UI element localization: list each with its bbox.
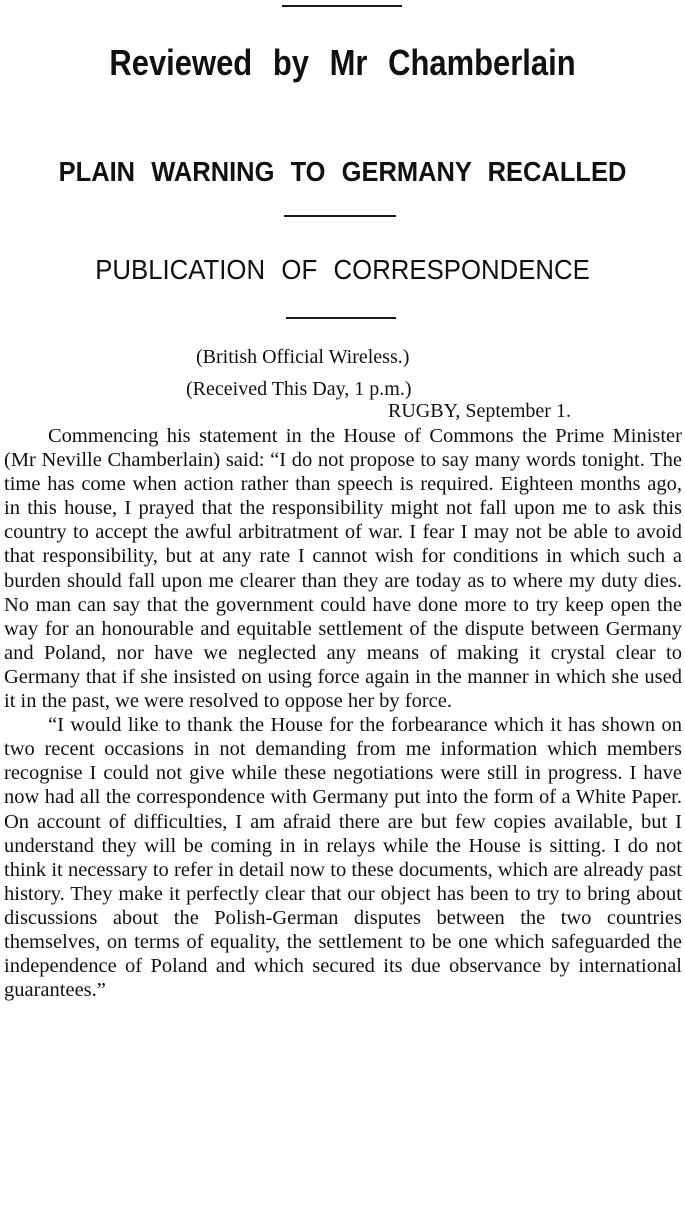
headline: Reviewed by Mr Chamberlain — [109, 42, 576, 83]
article-body — [4, 424, 682, 1002]
top-rule — [282, 5, 402, 7]
paragraph: “I would like to thank the House for the forbearance which it has shown on two recent occasions in not demanding from me information which members recognise I could not give while these negotiations were still in progress. I have now had all the correspondence with Germany put into the form of a White Paper. On account of difficulties, I am afraid there are but few copies available, but I understand they will be coming in in relays while the House is sitting. I do not think it necessary to refer in detail now to these documents, which are already past history. They make it perfectly clear that our object has been to try to bring about discussions about the Polish-German disputes between the two countries themselves, on terms of equality, the settlement to be one which safeguarded the independence of Poland and which secured its due observance by international guarantees.” — [4, 714, 682, 1002]
dateline: RUGBY, September 1. — [388, 400, 571, 422]
received-line: (Received This Day, 1 p.m.) — [186, 378, 412, 400]
subheadline-warning: PLAIN WARNING TO GERMANY RECALLED — [58, 156, 627, 187]
source-line: (British Official Wireless.) — [196, 346, 410, 368]
section-rule — [284, 215, 396, 217]
paragraph: Commencing his statement in the House of Commons the Prime Minister (Mr Neville Chamberlain) said: “I do not propose to say many words tonight. The time has come when action rather than speech is required. Eighteen months ago, in this house, I prayed that the responsibility might not fall upon me to ask this country to accept the awful arbitratment of war. I fear I may not be able to avoid that responsibility, but at any rate I cannot wish for conditions in which such a burden should fall upon me clearer than they are today as to where my duty dies. No man can say that the government could have done more to try keep open the way for an honourable and equitable settlement of the dispute between Germany and Poland, nor have we neglected any means of making it crystal clear to Germany that if she insisted on using force again in the manner in which she used it in the past, we were resolved to oppose her by force. — [4, 425, 682, 713]
subheadline-publication: PUBLICATION OF CORRESPONDENCE — [95, 254, 590, 285]
section-rule-lower — [286, 317, 396, 319]
